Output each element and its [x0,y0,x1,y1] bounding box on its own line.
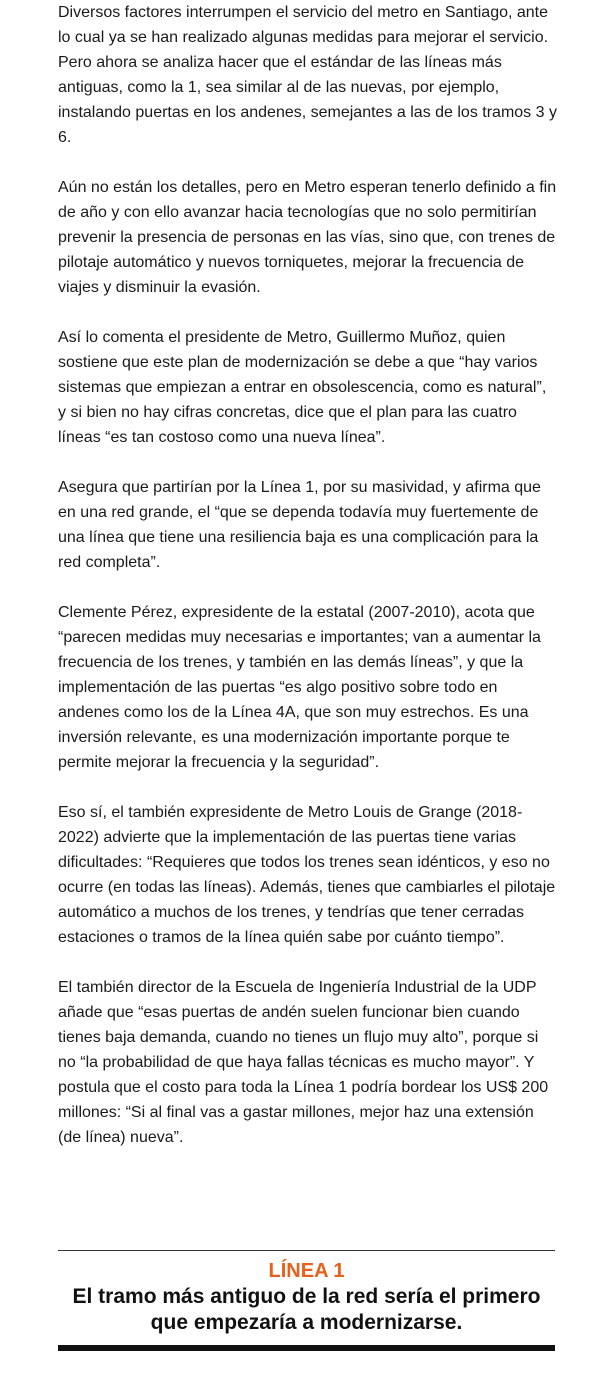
article-paragraph: Diversos factores interrumpen el servicio del metro en Santiago, ante lo cual ya se han realizado algunas medidas para mejorar el servicio. Pero ahora se analiza hacer que el estándar de las líneas más antiguas, como la 1, sea similar al de las nuevas, por ejemplo, instalando puertas en los andenes, semejantes a las de los tramos 3 y 6. [58,4,557,146]
highlight-headline: El tramo más antiguo de la red sería el primero que empezaría a modernizarse. [72,1285,541,1334]
article-paragraph: Eso sí, el también expresidente de Metro Louis de Grange (2018-2022) advierte que la implementación de las puertas tiene varias dificultades: “Requieres que todos los trenes sean idénticos, y eso no ocurre (en todas las líneas). Además, tienes que cambiarles el pilotaje automático a muchos de los trenes, y tendrías que tener cerradas estaciones o tramos de la línea quién sabe por cuánto tiempo”. [58,804,556,946]
highlight-box [58,1250,555,1352]
article-body [58,0,558,1175]
highlight-kicker: LÍNEA 1 [268,1260,345,1282]
article-paragraph: Asegura que partirían por la Línea 1, por su masividad, y afirma que en una red grande, el “que se dependa todavía muy fuertemente de una línea que tiene una resiliencia baja es una complicación para la red completa”. [58,479,541,571]
article-paragraph: Clemente Pérez, expresidente de la estatal (2007-2010), acota que “parecen medidas muy necesarias e importantes; van a aumentar la frecuencia de los trenes, y también en las demás líneas”, y que la implementación de las puertas “es algo positivo sobre todo en andenes como los de la Línea 4A, que son muy estrechos. Es una inversión relevante, es una modernización importante porque te permite mejorar la frecuencia y la seguridad”. [58,604,541,771]
bottom-divider [58,1345,555,1351]
top-divider [58,1250,555,1251]
article-paragraph: Así lo comenta el presidente de Metro, Guillermo Muñoz, quien sostiene que este plan de modernización se debe a que “hay varios sistemas que empiezan a entrar en obsolescencia, como es natural”, y si bien no hay cifras concretas, dice que el plan para las cuatro líneas “es tan costoso como una nueva línea”. [58,329,547,446]
article-paragraph: Aún no están los detalles, pero en Metro esperan tenerlo definido a fin de año y con ello avanzar hacia tecnologías que no solo permitirían prevenir la presencia de personas en las vías, sino que, con trenes de pilotaje automático y nuevos torniquetes, mejorar la frecuencia de viajes y disminuir la evasión. [58,179,557,296]
article-paragraph: El también director de la Escuela de Ingeniería Industrial de la UDP añade que “esas puertas de andén suelen funcionar bien cuando tienes baja demanda, cuando no tienes un flujo muy alto”, porque si no “la probabilidad de que haya fallas técnicas es mucho mayor”. Y postula que el costo para toda la Línea 1 podría bordear los US$ 200 millones: “Si al final vas a gastar millones, mejor haz una extensión (de línea) nueva”. [58,979,549,1146]
